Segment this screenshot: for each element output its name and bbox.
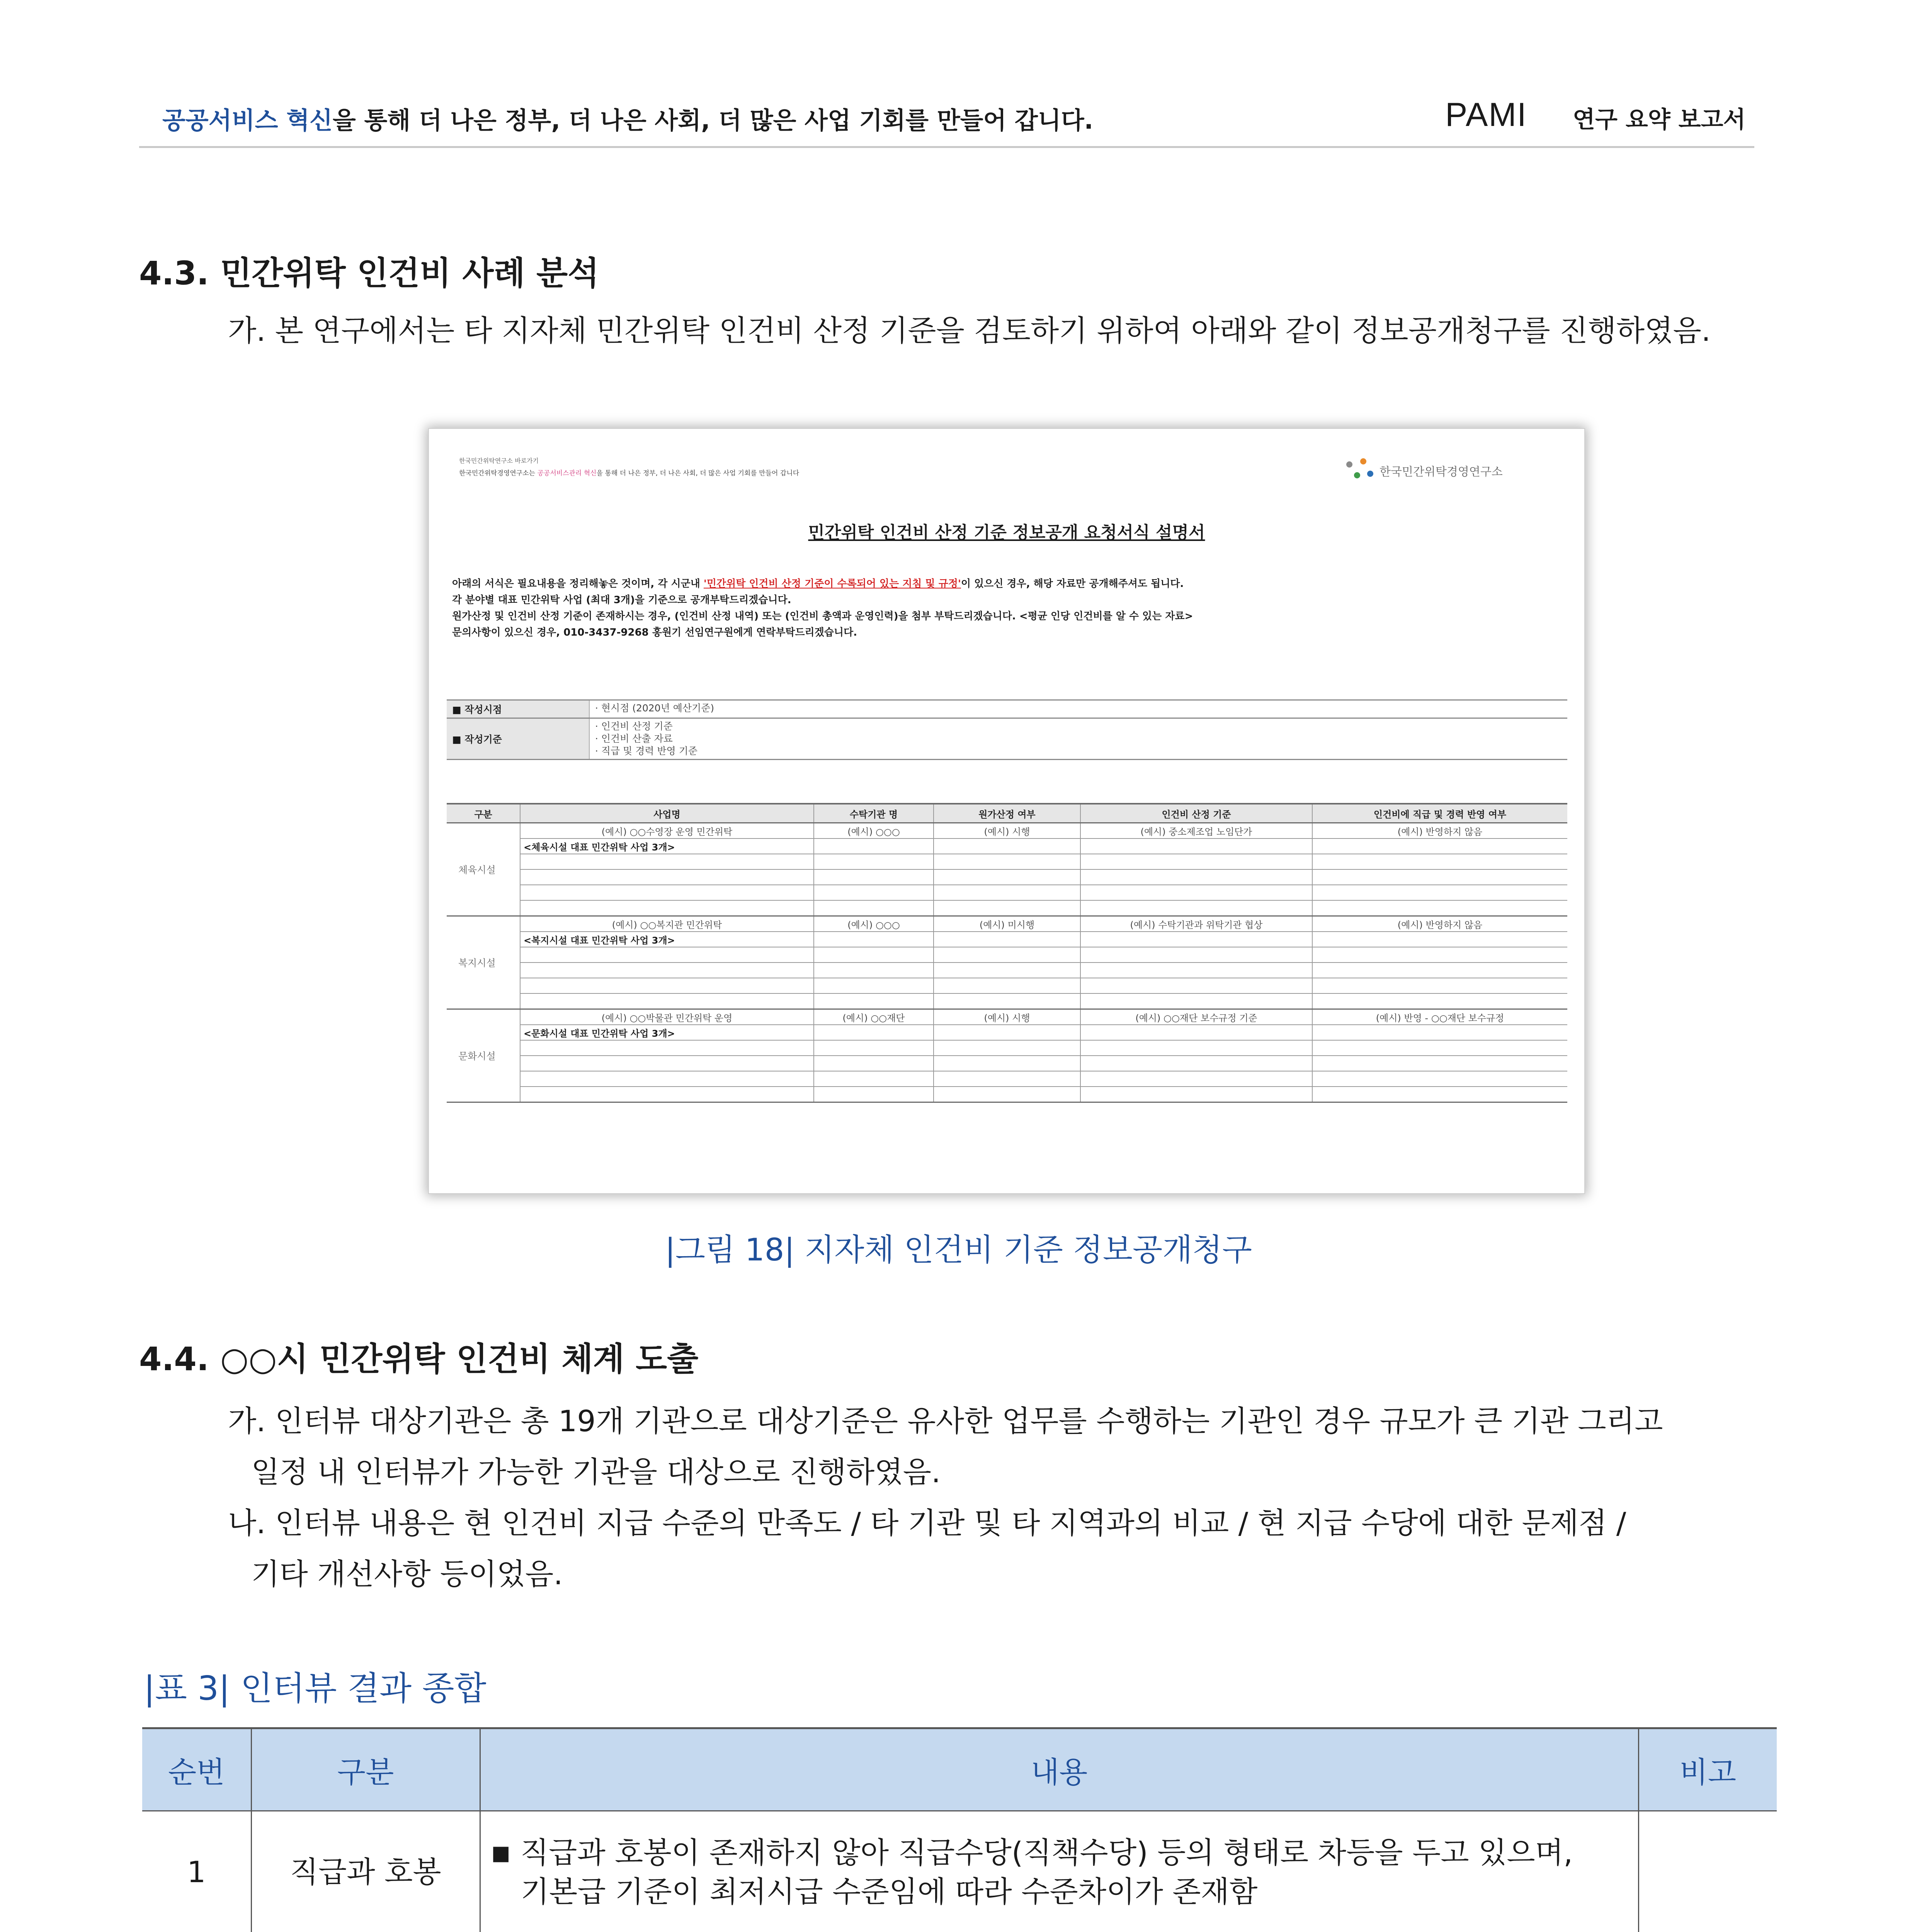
doc-grid-cell: (예시) ○○박물관 민간위탁 운영: [520, 1009, 814, 1025]
doc-meta-row-basis: [447, 718, 1567, 760]
doc-grid-cell: [1080, 947, 1312, 963]
doc-grid-category: 체육시설: [447, 823, 520, 916]
doc-grid-cell: [814, 963, 934, 978]
doc-grid-cell: [1312, 869, 1567, 885]
doc-grid-cell: (예시) ○○수영장 운영 민간위탁: [520, 823, 814, 839]
doc-meta-table: [447, 699, 1567, 760]
doc-grid-empty-row: [447, 978, 1567, 993]
doc-grid-subtitle-row: [447, 932, 1567, 947]
result-category-line: 직급과 호봉: [290, 1855, 441, 1889]
doc-grid-header: 수탁기관 명: [814, 804, 934, 823]
doc-instr-1c: 이 있으신 경우, 해당 자료만 공개해주셔도 됩니다.: [961, 578, 1184, 590]
doc-grid-example-row: [447, 916, 1567, 932]
doc-grid-empty-row: [447, 1071, 1567, 1087]
doc-grid-cell: (예시) 반영하지 않음: [1312, 916, 1567, 932]
result-header-row: [142, 1728, 1777, 1811]
doc-grid-cell: [814, 1025, 934, 1040]
doc-grid-cell: [934, 900, 1080, 916]
doc-grid-header: 사업명: [520, 804, 814, 823]
doc-title: 민간위탁 인건비 산정 기준 정보공개 요청서식 설명서: [808, 523, 1205, 543]
doc-grid-cell: [1312, 1025, 1567, 1040]
doc-grid-subtitle: <문화시설 대표 민간위탁 사업 3개>: [520, 1025, 814, 1040]
doc-grid-cell: [520, 1056, 814, 1071]
doc-grid-empty-row: [447, 869, 1567, 885]
header-report-type: 연구 요약 보고서: [1573, 106, 1746, 133]
doc-grid-empty-row: [447, 963, 1567, 978]
doc-grid-empty-row: [447, 854, 1567, 869]
doc-grid-cell: [934, 885, 1080, 900]
doc-grid-empty-row: [447, 1056, 1567, 1071]
result-category: [251, 1811, 480, 1932]
doc-grid-cell: [520, 869, 814, 885]
doc-grid-subtitle-row: [447, 1025, 1567, 1040]
doc-grid-cell: [814, 1087, 934, 1102]
doc-grid-cell: [520, 978, 814, 993]
doc-grid-cell: (예시) 중소제조업 노임단가: [1080, 823, 1312, 839]
section-44-para-ga-2: 일정 내 인터뷰가 가능한 기관을 대상으로 진행하였음.: [251, 1455, 941, 1489]
doc-meta-basis-2: · 인건비 산출 자료: [595, 733, 673, 744]
doc-grid-cell: [934, 947, 1080, 963]
doc-grid-cell: [1312, 885, 1567, 900]
result-header-category: 구분: [251, 1728, 480, 1811]
doc-grid-cell: [934, 932, 1080, 947]
doc-instr-3: 원가산정 및 인건비 산정 기준이 존재하시는 경우, (인건비 산정 내역) 또는 (인건비 총액과 운영인력)을 첨부 부탁드리겠습니다. <평균 인당 인건비를 알 수 있는 자료>: [452, 611, 1193, 622]
doc-grid-empty-row: [447, 993, 1567, 1009]
doc-grid-cell: [814, 947, 934, 963]
doc-grid-cell: [1312, 947, 1567, 963]
doc-grid-cell: [1080, 978, 1312, 993]
doc-meta-row-date: [447, 700, 1567, 718]
doc-grid-cell: [934, 1087, 1080, 1102]
result-note: [1638, 1811, 1777, 1932]
doc-grid-cell: [1312, 1087, 1567, 1102]
doc-grid-cell: [934, 1025, 1080, 1040]
doc-grid-cell: [1080, 838, 1312, 854]
doc-grid-cell: [520, 885, 814, 900]
doc-grid-subtitle: <복지시설 대표 민간위탁 사업 3개>: [520, 932, 814, 947]
doc-grid-cell: (예시) 수탁기관과 위탁기관 협상: [1080, 916, 1312, 932]
doc-instr-1b: '민간위탁 인건비 산정 기준이 수록되어 있는 지침 및 규정': [703, 578, 961, 590]
interview-result-table: [142, 1727, 1777, 1932]
doc-meta-basis-value: [589, 718, 1567, 760]
doc-grid-cell: (예시) ○○○: [814, 823, 934, 839]
doc-grid-cell: [520, 963, 814, 978]
doc-grid-cell: [1080, 869, 1312, 885]
section-44-para-na-2: 기타 개선사항 등이었음.: [251, 1557, 563, 1591]
doc-grid-cell: [1080, 1025, 1312, 1040]
header-brand: PAMI: [1445, 96, 1527, 133]
section-44-paragraphs: [228, 1396, 1778, 1600]
doc-grid-header: 인건비 산정 기준: [1080, 804, 1312, 823]
doc-grid-cell: [1312, 963, 1567, 978]
doc-grid-example-row: [447, 823, 1567, 839]
doc-grid-cell: [934, 963, 1080, 978]
doc-grid-cell: [1080, 885, 1312, 900]
doc-logo-text: 한국민간위탁경영연구소: [1379, 465, 1503, 479]
doc-grid-cell: [814, 900, 934, 916]
result-header-content: 내용: [480, 1728, 1638, 1811]
doc-grid-cell: (예시) 반영 - ○○재단 보수규정: [1312, 1009, 1567, 1025]
doc-grid-cell: [1312, 900, 1567, 916]
doc-grid-cell: [1080, 963, 1312, 978]
result-no: 1: [142, 1811, 251, 1932]
header-slogan-rest: 을 통해 더 나은 정부, 더 나은 사회, 더 많은 사업 기회를 만들어 갑니다.: [332, 106, 1094, 134]
square-bullet-icon: ■: [491, 1841, 510, 1865]
result-content-text: 직급과 호봉이 존재하지 않아 직급수당(직책수당) 등의 형태로 차등을 두고 있으며,: [520, 1835, 1573, 1870]
doc-grid-cell: [520, 900, 814, 916]
doc-grid-cell: [1312, 978, 1567, 993]
doc-grid-subtitle: <체육시설 대표 민간위탁 사업 3개>: [520, 838, 814, 854]
section-43-para-ga: 가. 본 연구에서는 타 지자체 민간위탁 인건비 산정 기준을 검토하기 위하여 아래와 같이 정보공개청구를 진행하였음.: [228, 313, 1711, 348]
doc-grid-header: 인건비에 직급 및 경력 반영 여부: [1312, 804, 1567, 823]
doc-instr-2: 각 분야별 대표 민간위탁 사업 (최대 3개)을 기준으로 공개부탁드리겠습니다.: [452, 594, 791, 606]
doc-grid-cell: [814, 854, 934, 869]
doc-grid-cell: [1312, 838, 1567, 854]
doc-grid-empty-row: [447, 885, 1567, 900]
doc-grid-cell: [814, 932, 934, 947]
doc-grid-category: 복지시설: [447, 916, 520, 1009]
section-44-para-na-1: 나. 인터뷰 내용은 현 인건비 지급 수준의 만족도 / 타 기관 및 타 지역과의 비교 / 현 지급 수당에 대한 문제점 /: [228, 1506, 1626, 1540]
doc-grid-cell: [1080, 900, 1312, 916]
table-row: [142, 1811, 1777, 1932]
result-header-note: 비고: [1638, 1728, 1777, 1811]
doc-request-grid: [447, 803, 1567, 1103]
result-content: [480, 1811, 1638, 1932]
doc-grid-cell: [814, 838, 934, 854]
doc-header-line-2: [459, 468, 799, 477]
doc-grid-header: 원가산정 여부: [934, 804, 1080, 823]
doc-grid-cell: [520, 1087, 814, 1102]
doc-grid-cell: [814, 978, 934, 993]
doc-meta-basis-label: ■ 작성기준: [447, 718, 589, 760]
header-slogan-highlight: 공공서비스 혁신: [162, 106, 333, 134]
doc-grid-cell: (예시) ○○○: [814, 916, 934, 932]
doc-grid-cell: [1312, 993, 1567, 1009]
doc-grid-cell: [1312, 1056, 1567, 1071]
doc-grid-cell: (예시) 시행: [934, 1009, 1080, 1025]
doc-grid-cell: (예시) ○○복지관 민간위탁: [520, 916, 814, 932]
doc-grid-cell: [814, 1040, 934, 1056]
doc-grid-cell: [1080, 1040, 1312, 1056]
doc-instr-1a: 아래의 서식은 필요내용을 정리해놓은 것이며, 각 시군내: [452, 578, 704, 590]
doc-grid-cell: [520, 854, 814, 869]
doc-grid-cell: [814, 1071, 934, 1087]
section-44-para-ga-1: 가. 인터뷰 대상기관은 총 19개 기관으로 대상기준은 유사한 업무를 수행하는 기관인 경우 규모가 큰 기관 그리고: [228, 1404, 1663, 1438]
doc-header-line-1: 한국민간위탁연구소 바로가기: [459, 457, 539, 464]
doc-grid-cell: [814, 1056, 934, 1071]
section-44-title: 4.4. ○○시 민간위탁 인건비 체계 도출: [139, 1340, 699, 1378]
header-divider: [139, 146, 1754, 148]
doc-grid-cell: [1312, 1071, 1567, 1087]
result-header-no: 순번: [142, 1728, 251, 1811]
doc-grid-empty-row: [447, 1087, 1567, 1102]
doc-grid-cell: [1080, 854, 1312, 869]
doc-grid-cell: [520, 1040, 814, 1056]
doc-grid-cell: (예시) 미시행: [934, 916, 1080, 932]
doc-grid-cell: (예시) ○○재단 보수규정 기준: [1080, 1009, 1312, 1025]
table-caption: |표 3| 인터뷰 결과 종합: [144, 1669, 486, 1708]
doc-grid-cell: [520, 947, 814, 963]
header-slogan: [162, 101, 1093, 136]
doc-grid-cell: (예시) 시행: [934, 823, 1080, 839]
doc-grid-header: 구분: [447, 804, 520, 823]
doc-grid-category: 문화시설: [447, 1009, 520, 1102]
doc-grid-cell: [1312, 854, 1567, 869]
doc-instr-4: 문의사항이 있으신 경우, 010-3437-9268 홍원기 선임연구원에게 연락부탁드리겠습니다.: [452, 627, 857, 638]
doc-grid-cell: [934, 978, 1080, 993]
doc-grid-example-row: [447, 1009, 1567, 1025]
figure-caption: |그림 18| 지자체 인건비 기준 정보공개청구: [665, 1232, 1252, 1268]
doc-grid-empty-row: [447, 900, 1567, 916]
doc-grid-subtitle-row: [447, 838, 1567, 854]
doc-header-2-pink: 공공서비스관리 혁신: [537, 469, 597, 477]
doc-grid-cell: [1312, 932, 1567, 947]
doc-grid-cell: [1080, 993, 1312, 1009]
doc-instr-1: [452, 576, 1565, 592]
doc-grid-empty-row: [447, 947, 1567, 963]
doc-grid-cell: [1080, 932, 1312, 947]
doc-grid-header-row: [447, 804, 1567, 823]
doc-meta-date-label: ■ 작성시점: [447, 700, 589, 718]
doc-grid-cell: [1080, 1071, 1312, 1087]
doc-grid-cell: [1080, 1056, 1312, 1071]
section-43-paragraph: [228, 305, 1778, 356]
doc-meta-basis-1: · 인건비 산정 기준: [595, 721, 673, 732]
section-43-title: 4.3. 민간위탁 인건비 사례 분석: [139, 254, 599, 292]
doc-grid-cell: (예시) ○○재단: [814, 1009, 934, 1025]
doc-meta-basis-3: · 직급 및 경력 반영 기준: [595, 745, 698, 757]
doc-instructions: [452, 576, 1565, 641]
doc-grid-cell: [934, 854, 1080, 869]
doc-header-2-suffix: 을 통해 더 나은 정부, 더 나은 사회, 더 많은 사업 기회를 만들어 갑니다: [596, 469, 799, 477]
doc-grid-cell: [1080, 1087, 1312, 1102]
doc-meta-date-value: [589, 700, 1567, 718]
doc-grid-cell: [934, 1040, 1080, 1056]
doc-grid-cell: [814, 885, 934, 900]
doc-grid-cell: [814, 993, 934, 1009]
doc-grid-cell: [934, 869, 1080, 885]
doc-meta-date-text: · 현시점 (2020년 예산기준): [595, 702, 714, 714]
doc-grid-cell: [814, 869, 934, 885]
doc-grid-cell: [934, 1056, 1080, 1071]
doc-grid-cell: (예시) 반영하지 않음: [1312, 823, 1567, 839]
doc-grid-cell: [520, 1071, 814, 1087]
doc-header-2-prefix: 한국민간위탁경영연구소는: [459, 469, 538, 477]
result-content-line-2: 기본급 기준이 최저시급 수준임에 따라 수준차이가 존재함: [520, 1874, 1258, 1909]
doc-grid-empty-row: [447, 1040, 1567, 1056]
doc-grid-cell: [934, 993, 1080, 1009]
doc-grid-cell: [1312, 1040, 1567, 1056]
doc-grid-cell: [934, 838, 1080, 854]
figure-document-screenshot: [428, 428, 1585, 1194]
result-content-line-1: [492, 1833, 1630, 1872]
doc-grid-cell: [520, 993, 814, 1009]
doc-grid-cell: [934, 1071, 1080, 1087]
